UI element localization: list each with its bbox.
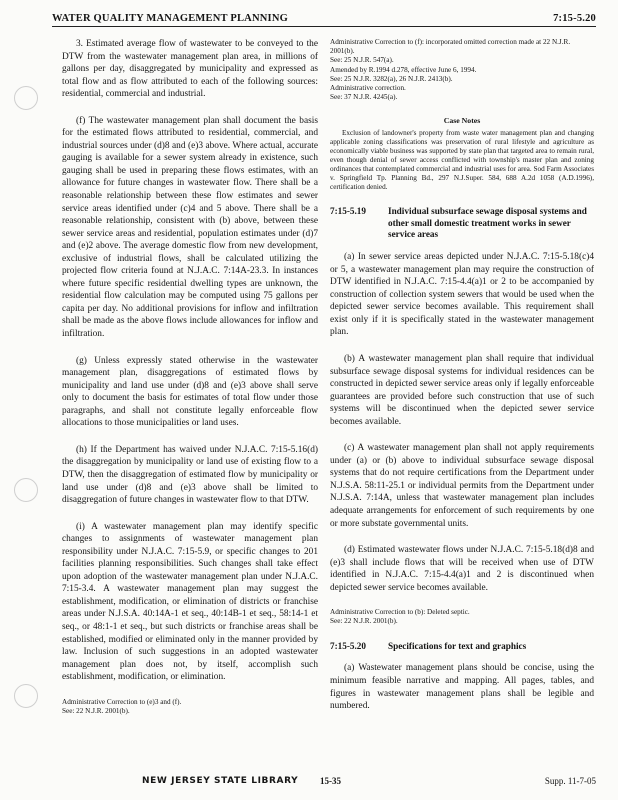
note-line: Administrative correction.	[330, 84, 406, 93]
page-footer	[52, 774, 596, 788]
note-line: Administrative Correction to (f): incorporated omitted correction made at 22 N.J.R. 2001(b).	[330, 38, 571, 56]
page-number: 15-35	[320, 776, 341, 786]
paragraph-f: (f) The wastewater management plan shall document the basis for the estimated flows attributed to residential, commercial, and industrial sources under (d)8 and (e)3 above. Where actual, accurate gauging is available for a sewer system already in existence, such gauging shall be used in preparing these flows estimates, with an allowance for future changes in wastewater flow. There shall be a reasonable relationship between these flow estimates and sewer service areas identified under (c)4 and 5 above. There shall be a reasonable relationship, consistent with (b) above, between these sewer service areas and residential, population estimates under (d)7 and (e)2 above. The average domestic flow from new development, exclusive of industrial flows, shall be calculated utilizing the projected flow criteria found at N.J.A.C. 7:14A-23.3. In instances where future specific residential dwelling types are unknown, the residential flow calculation may be computed using 75 gallons per capita per day. No additional provisions for inflow and infiltration shall be made as the above flows include allowances for inflow and infiltration.	[62, 115, 318, 340]
header-section-range: 7:15-5.20	[553, 13, 596, 24]
library-stamp: NEW JERSEY STATE LIBRARY	[142, 776, 299, 786]
history-notes	[330, 38, 594, 102]
right-column	[330, 38, 594, 727]
paragraph-g: (g) Unless expressly stated otherwise in the wastewater management plan, disaggregations of estimated flows by municipality and land use under (d)8 and (e)3 above shall serve only to document the basis for estimates of total flow under those paragraphs, and shall not constitute legally enforceable flow allocations to those municipalities or land uses.	[62, 355, 318, 429]
paragraph-5-20-a: (a) Wastewater management plans should be concise, using the minimum feasible narrative and mapping. All pages, tables, and figures in wastewater management plans shall be legible and numbered.	[330, 663, 594, 712]
note-line: Administrative Correction to (e)3 and (f).	[62, 697, 182, 706]
note-line: See: 25 N.J.R. 3282(a), 26 N.J.R. 2413(b).	[330, 74, 453, 83]
section-number: 7:15-5.19	[330, 205, 366, 216]
punch-hole-middle	[14, 478, 38, 502]
section-number: 7:15-5.20	[330, 640, 366, 651]
paragraph-5-19-d: (d) Estimated wastewater flows under N.J.A.C. 7:15-5.18(d)8 and (e)3 shall include flows that will be received when use of DTW identified in N.J.A.C. 7:15-4.4(a)1 and 2 is discontinued when depicted sewer service becomes available.	[330, 545, 594, 593]
note-line: See: 37 N.J.R. 4245(a).	[330, 93, 398, 102]
case-notes-heading: Case Notes	[443, 116, 481, 126]
paragraph-i: (i) A wastewater management plan may identify specific changes to assignments of wastewater management plan responsibility under N.J.A.C. 7:15-5.9, or specific changes to 201 facilities planning responsibilities. Such changes shall take effect upon adoption of the wastewater management plan under N.J.A.C. 7:15-3.4. A wastewater management plan may suggest the establishment, modification, or elimination of districts or franchise areas under N.J.S.A. 40:14A-1 et seq., 40:14B-1 et seq., 58:14-1 et seq., or 48:1-1 et seq., but such districts or franchise areas shall be established, modified or eliminated only in the manner provided by law. Inclusion of such suggestions in an adopted wastewater management plan does not, by itself, accomplish such establishment, modification, or elimination.	[62, 521, 318, 683]
running-header	[52, 6, 596, 27]
case-note: Exclusion of landowner's property from waste water management plan and changing applicable zoning classifications was preservation of rural lifestyle and agriculture as economically viable business was supported by state plan that targeted area to remain rural, even though denial of sewer access conflicted with township's master plan and zoning ordinances that contemplated commercial and industrial uses for area. Sod Farm Associates v. Springfield Tp. Planning Bd., 297 N.J.Super. 584, 688 A.2d 1058 (A.D.1996), certification denied.	[330, 129, 594, 191]
note-line: See: 22 N.J.R. 2001(b).	[62, 706, 130, 715]
paragraph-e3: 3. Estimated average flow of wastewater to be conveyed to the DTW from the wastewater management plan area, in millions of gallons per day, disaggregated by municipality and expressed as total flow and as flow attributed to each of the following sources: residential, commercial and industrial.	[62, 39, 318, 100]
header-title: WATER QUALITY MANAGEMENT PLANNING	[52, 13, 288, 24]
section-title: Individual subsurface sewage disposal systems and other small domestic treatment works in sewer service areas	[388, 205, 587, 240]
supplement-date: Supp. 11-7-05	[544, 776, 596, 786]
note-line: Amended by R.1994 d.278, effective June 6, 1994.	[330, 65, 477, 74]
paragraph-h: (h) If the Department has waived under N.J.A.C. 7:15-5.16(d) the disaggregation by municipality or land use of existing flow to a DTW, then the disaggregation of estimated flow by municipality or land use under (d)8 and (e)3 above shall be limited to disaggregation of future changes in wastewater flow to that DTW.	[62, 444, 318, 506]
paragraph-5-19-a: (a) In sewer service areas depicted under N.J.A.C. 7:15-5.18(c)4 or 5, a wastewater management plan may require the construction of DTW identified in N.J.A.C. 7:15-4.4(a)1 or 2 to be accompanied by construction of collection system sewers that would be used when the depicted sewer service becomes available. This requirement shall exist only if it is specifically stated in the wastewater management plan.	[330, 252, 594, 338]
note-line: Administrative Correction to (b): Deleted septic.	[330, 608, 470, 617]
punch-hole-bottom	[14, 684, 38, 708]
left-column	[62, 38, 318, 730]
paragraph-5-19-c: (c) A wastewater management plan shall not apply requirements under (a) or (b) above to individual subsurface sewage disposal systems that do not require certifications from the Department under N.J.S.A. 58:11-25.1 or individual permits from the Department under N.J.S.A. 7:14A, unless that wastewater management plan includes adequate arrangements for enforcement of such requirements by one or more substate governmental units.	[330, 443, 594, 529]
section-title: Specifications for text and graphics	[388, 640, 527, 651]
section-heading-5-19	[330, 206, 594, 241]
punch-hole-top	[14, 86, 38, 110]
left-history-note	[62, 698, 318, 716]
section-heading-5-20	[330, 641, 594, 653]
paragraph-5-19-b: (b) A wastewater management plan shall require that individual subsurface sewage disposal systems for individual residences can be constructed in depicted sewer service areas only if legally enforceable guarantees are provided before such construction that use of such systems will be discontinued when the depicted sewer service becomes available.	[330, 353, 594, 427]
section-5-19-note	[330, 608, 594, 626]
note-line: See: 25 N.J.R. 547(a).	[330, 56, 394, 65]
note-line: See: 22 N.J.R. 2001(b).	[330, 617, 398, 626]
